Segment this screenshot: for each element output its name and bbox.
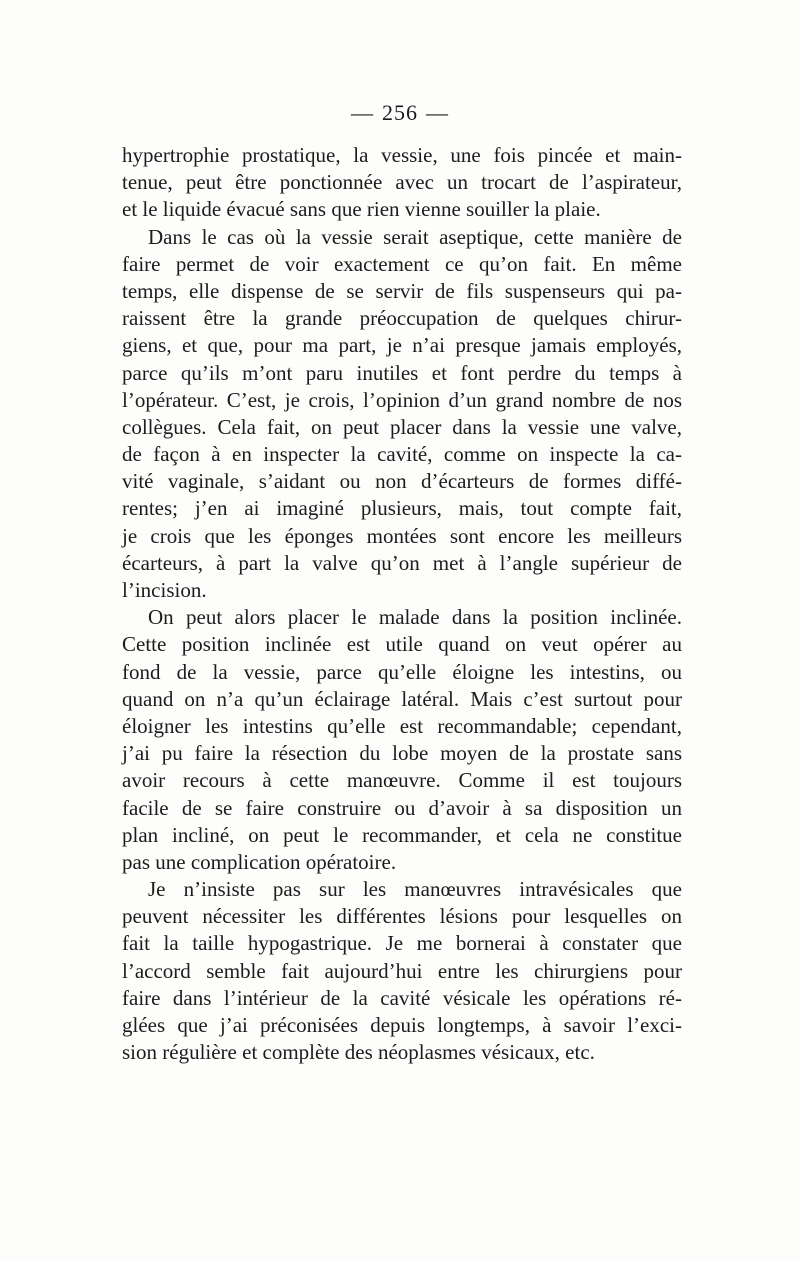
text-line: et le liquide évacué sans que rien vienne souiller la plaie. [122, 197, 601, 222]
text-line: tenue, peut être ponctionnée avec un trocart de l’aspirateur, [122, 170, 682, 195]
text-line: je crois que les éponges montées sont encore les meilleurs [122, 523, 682, 548]
text-line: raissent être la grande préoccupation de quelques chirur- [122, 306, 682, 331]
text-line: vité vaginale, s’aidant ou non d’écarteurs de formes diffé- [122, 469, 682, 494]
page-number: 256 [382, 100, 418, 125]
text-line: éloigner les intestins qu’elle est recommandable; cependant, [122, 713, 682, 738]
text-line: facile de se faire construire ou d’avoir à sa disposition un [122, 795, 682, 820]
text-line: pas une complication opératoire. [122, 849, 397, 874]
text-line: peuvent nécessiter les différentes lésions pour lesquelles on [122, 904, 682, 929]
text-line: rentes; j’en ai imaginé plusieurs, mais, tout compte fait, [122, 496, 682, 521]
text-line: glées que j’ai préconisées depuis longtemps, à savoir l’exci- [122, 1013, 682, 1037]
text-line: faire permet de voir exactement ce qu’on fait. En même [122, 251, 682, 276]
text-line: hypertrophie prostatique, la vessie, une fois pincée et main- [122, 143, 682, 167]
text-line: l’incision. [122, 578, 207, 602]
text-line: fait la taille hypogastrique. Je me bornerai à constater que [122, 931, 682, 956]
page-number-header [0, 100, 800, 126]
page-number-dash-left: — [351, 100, 374, 125]
text-line: j’ai pu faire la résection du lobe moyen de la prostate sans [122, 741, 682, 766]
text-line: l’opérateur. C’est, je crois, l’opinion d’un grand nombre de nos [122, 387, 682, 412]
text-line: faire dans l’intérieur de la cavité vésicale les opérations ré- [122, 985, 682, 1010]
text-line: sion régulière et complète des néoplasmes vésicaux, etc. [122, 1040, 595, 1065]
body-text [122, 142, 682, 1066]
text-line: avoir recours à cette manœuvre. Comme il est toujours [122, 768, 682, 793]
text-line: écarteurs, à part la valve qu’on met à l’angle supérieur de [122, 550, 682, 575]
text-line: parce qu’ils m’ont paru inutiles et font perdre du temps à [122, 360, 682, 385]
text-line: fond de la vessie, parce qu’elle éloigne les intestins, ou [122, 659, 682, 684]
text-line: l’accord semble fait aujourd’hui entre les chirurgiens pour [122, 958, 682, 983]
text-line: temps, elle dispense de se servir de fils suspenseurs qui pa- [122, 278, 682, 303]
text-line: de façon à en inspecter la cavité, comme on inspecte la ca- [122, 442, 682, 467]
text-line: On peut alors placer le malade dans la position inclinée. [148, 605, 682, 630]
text-line: giens, et que, pour ma part, je n’ai presque jamais employés, [122, 333, 682, 358]
page-number-dash-right: — [426, 100, 449, 125]
text-line: plan incliné, on peut le recommander, et cela ne constitue [122, 822, 682, 847]
text-line: collègues. Cela fait, on peut placer dans la vessie une valve, [122, 414, 682, 439]
text-line: Je n’insiste pas sur les manœuvres intravésicales que [148, 877, 682, 902]
text-line: Dans le cas où la vessie serait aseptique, cette manière de [148, 224, 682, 249]
text-line: quand on n’a qu’un éclairage latéral. Mais c’est surtout pour [122, 686, 682, 711]
text-line: Cette position inclinée est utile quand on veut opérer au [122, 632, 682, 657]
